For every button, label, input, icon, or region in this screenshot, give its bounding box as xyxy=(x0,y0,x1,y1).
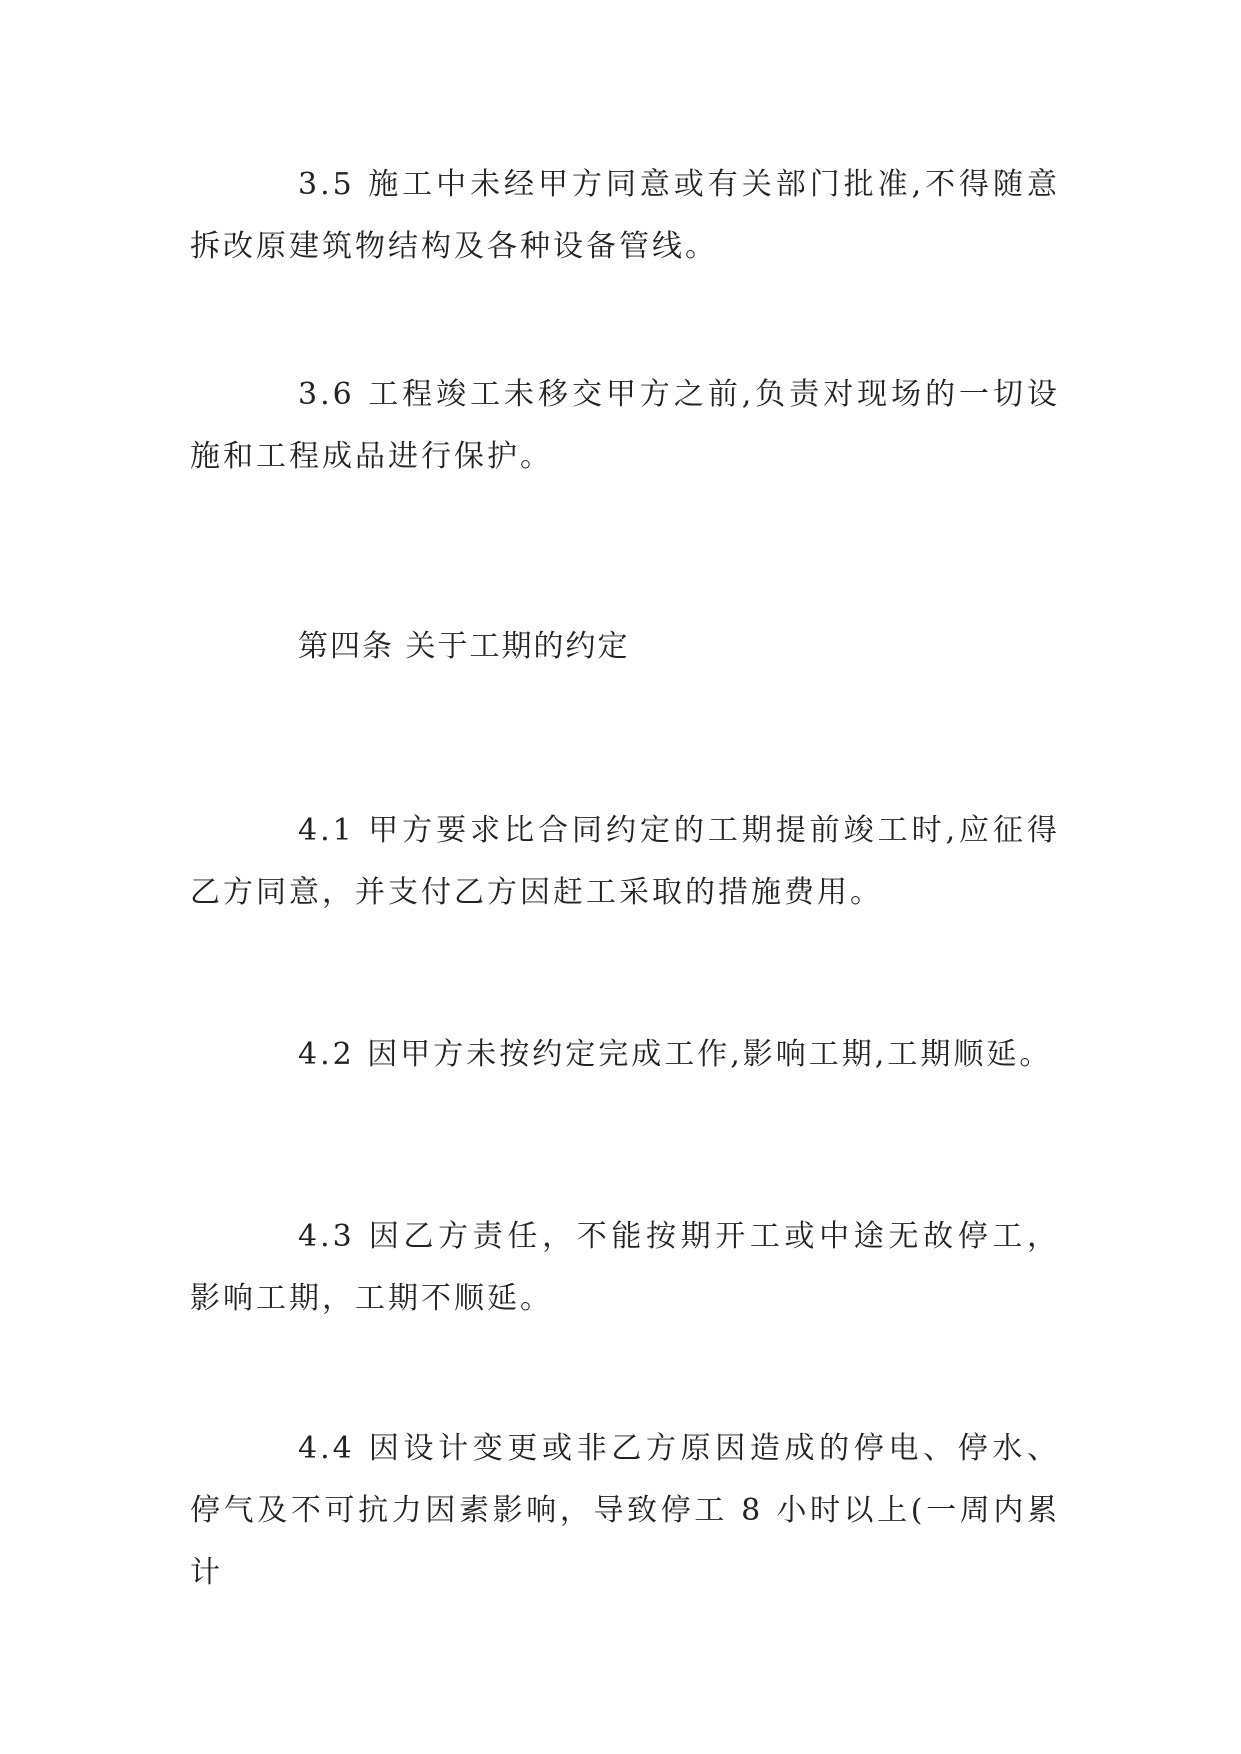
clause-4-3: 4.3 因乙方责任，不能按期开工或中途无故停工，影响工期，工期不顺延。 xyxy=(190,1219,1060,1316)
clause-4-2: 4.2 因甲方未按约定完成工作,影响工期,工期顺延。 xyxy=(298,1037,1053,1072)
clause-3-6: 3.6 工程竣工未移交甲方之前,负责对现场的一切设施和工程成品进行保护。 xyxy=(190,377,1060,474)
clause-4-4: 4.4 因设计变更或非乙方原因造成的停电、停水、停气及不可抗力因素影响，导致停工 8 小时以上(一周内累计 xyxy=(190,1431,1060,1590)
article-4-heading: 第四条 关于工期的约定 xyxy=(298,629,630,664)
clause-3-5: 3.5 施工中未经甲方同意或有关部门批准,不得随意拆改原建筑物结构及各种设备管线。 xyxy=(190,167,1060,264)
clause-4-1: 4.1 甲方要求比合同约定的工期提前竣工时,应征得乙方同意，并支付乙方因赶工采取的措施费用。 xyxy=(190,813,1060,910)
